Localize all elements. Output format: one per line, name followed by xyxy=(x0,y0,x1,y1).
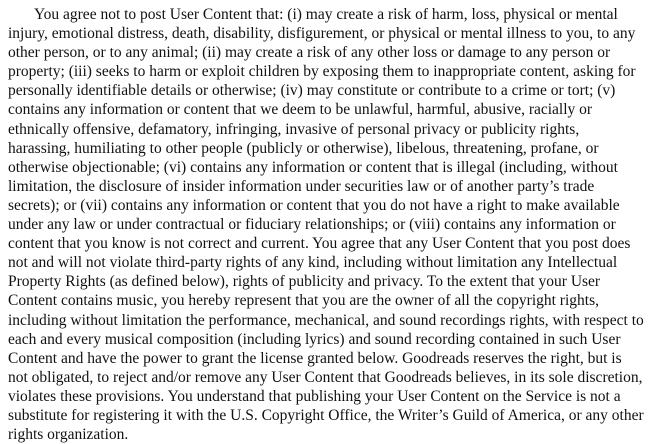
user-content-policy-paragraph: You agree not to post User Content that: (i) may create a risk of harm, loss, physical or mental injury, emotional distress, death, disability, disfigurement, or physical or mental illness to you, to any other person, or to any animal; (ii) may create a risk of any other loss or damage to any person or property; (iii) seeks to harm or exploit children by exposing them to inappropriate content, asking for personally identifiable details or otherwise; (iv) may constitute or contribute to a crime or tort; (v) contains any information or content that we deem to be unlawful, harmful, abusive, racially or ethnically offensive, defamatory, infringing, invasive of personal privacy or publicity rights, harassing, humiliating to other people (publicly or otherwise), libelous, threatening, profane, or otherwise objectionable; (vi) contains any information or content that is illegal (including, without limitation, the disclosure of insider information under securities law or of another party’s trade secrets); or (vii) contains any information or content that you do not have a right to make available under any law or under contractual or fiduciary relationships; or (viii) contains any information or content that you know is not correct and current. You agree that any User Content that you post does not and will not violate third-party rights of any kind, including without limitation any Intellectual Property Rights (as defined below), rights of publicity and privacy. To the extent that your User Content contains music, you hereby represent that you are the owner of all the copyright rights, including without limitation the performance, mechanical, and sound recordings rights, with respect to each and every musical composition (including lyrics) and sound recording contained in such User Content and have the power to grant the license granted below. Goodreads reserves the right, but is not obligated, to reject and/or remove any User Content that Goodreads believes, in its sole discretion, violates these provisions. You understand that publishing your User Content on the Service is not a substitute for registering it with the U.S. Copyright Office, the Writer’s Guild of America, or any other rights organization. xyxy=(8,6,644,444)
document-body xyxy=(8,5,644,444)
